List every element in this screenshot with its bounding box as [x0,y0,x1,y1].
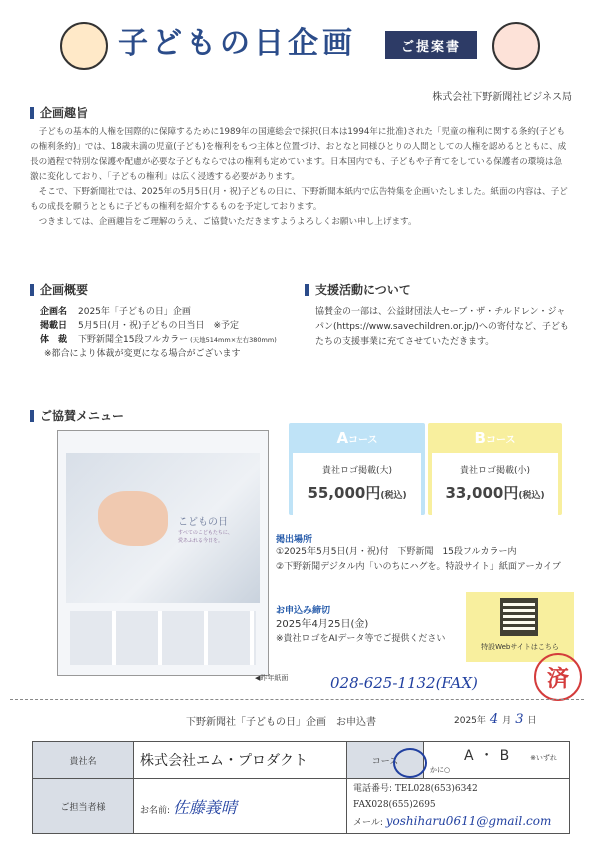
form-title: 下野新聞社「子どもの日」企画 お申込書 [186,717,376,728]
course-b-desc: 貴社ロゴ掲載(小) [459,466,531,476]
course-b-letter: B [474,429,486,447]
baby-photo-icon [98,491,168,546]
overview-footnote: ※都合により体裁が変更になる場合がございます [44,349,241,359]
cut-line [10,699,584,700]
company-field[interactable]: 株式会社エム・プロダクト [134,742,347,779]
course-a-card[interactable]: Aコース 貴社ロゴ掲載(大) 55,000円(税込) [289,423,425,515]
course-a-letter: A [336,429,349,447]
deadline-note: ※貴社ロゴをAIデータ等でご提供ください [276,634,446,644]
completed-stamp: 済 [534,653,582,701]
placement-item: ①2025年5月5日(月・祝)付 下野新聞 15段フルカラー内 [276,547,517,557]
sample-headline: こどもの日 [178,517,228,528]
course-options[interactable]: A・B [464,748,516,764]
proposal-badge: ご提案書 [385,31,477,59]
overview-heading: 企画概要 [30,281,88,298]
form-date: 2025年 4 月 3 日 [454,712,537,727]
name-field[interactable]: お名前: 佐藤義晴 [134,779,347,834]
deadline-date: 2025年4月25日(金) [276,619,369,630]
contact-label: ご担当者様 [33,779,134,834]
course-a-desc: 貴社ロゴ掲載(大) [321,466,393,476]
girl-illustration-icon [492,22,540,70]
boy-illustration-icon [60,22,108,70]
placement-item: ②下野新聞デジタル内「いのちにハグを。特設サイト」紙面アーカイブ [276,562,561,572]
course-b-price: 33,000円(税込) [445,484,545,502]
deadline-heading: お申込み締切 [276,606,331,616]
overview-row: 体 裁 下野新聞全15段フルカラー (天地514mm×左右380mm) [40,335,277,345]
sample-logo-area [70,611,256,665]
form-month[interactable]: 4 [489,712,499,727]
handwritten-circle-a [393,748,427,778]
course-label: コース [347,742,424,779]
handwritten-fax: 028-625-1132(FAX) [330,674,478,692]
overview-table [40,305,300,361]
form-day[interactable]: 3 [515,712,524,727]
sample-copy-2: 愛あふれる今日を。 [178,538,224,544]
mail-row: メール: yoshiharu0611@gmail.com [353,814,552,828]
overview-row: 企画名 2025年「子どもの日」企画 [40,307,191,317]
course-note: ※いずれかに○ [430,754,557,774]
support-heading: 支援活動について [305,281,411,298]
overview-row: 掲載日 5月5日(月・祝)子どもの日当日 ※予定 [40,321,240,331]
sample-copy-1: すべてのこどもたちに、 [178,530,233,536]
support-text: 協賛金の一部は、公益財団法人セーブ・ザ・チルドレン・ジャパン(https://www.savechildren.or.jp/)への寄付など、子どもたちの支援事業に充てさせていただきます。 [315,307,569,347]
placement-heading: 掲出場所 [276,535,313,545]
company-name: 株式会社下野新聞社ビジネス局 [432,92,572,103]
purpose-heading: 企画趣旨 [30,104,88,121]
course-a-price: 55,000円(税込) [307,484,407,502]
purpose-text: 子どもの基本的人権を国際的に保障するために1989年の国連総会で採択(日本は1994年に批准)された「児童の権利に関する条約(子どもの権利条約)」では、18歳未満の児童(子ども)を権利をもつ主体と位置づけ、おとなと同様ひとりの人間としての人権を認めるとともに、成長の過程で特別な保護や配慮が必要な子どもならではの権利も定めています。日本国内でも、子どもや子育てをしている保護者の環境は急激に変化しており、「子どもの権利」は広く浸透する必要があります。 そこで、下野新聞社では、2025年の5月5日(月・祝)子どもの日に、下野新聞本紙内で広告特集を企画いたしました。紙面の内容は、子どもの成長を願うとともに子どもの権利を紹介するものを予定しております。 つきましては、企画趣旨をご理解のうえ、ご協賛いただきますようよろしくお願い申し上げます。 [30,127,568,227]
page-title: 子どもの日企画 [118,26,356,61]
company-label: 貴社名 [33,742,134,779]
contact-info-field[interactable] [347,779,570,834]
application-form [32,741,570,834]
qr-panel[interactable] [466,592,574,662]
qr-caption: 特設Webサイトはこちら [481,643,559,651]
course-field[interactable] [424,742,570,779]
menu-heading: ご協賛メニュー [30,407,124,424]
sample-newspaper-image [57,430,269,676]
qr-code-icon [500,598,538,636]
sample-caption: ◀昨年紙面 [255,674,289,682]
course-b-card[interactable]: Bコース 貴社ロゴ掲載(小) 33,000円(税込) [428,423,562,515]
placement-list [276,545,576,575]
phone-row: 電話番号: TEL028(653)6342 FAX028(655)2695 [353,784,478,810]
